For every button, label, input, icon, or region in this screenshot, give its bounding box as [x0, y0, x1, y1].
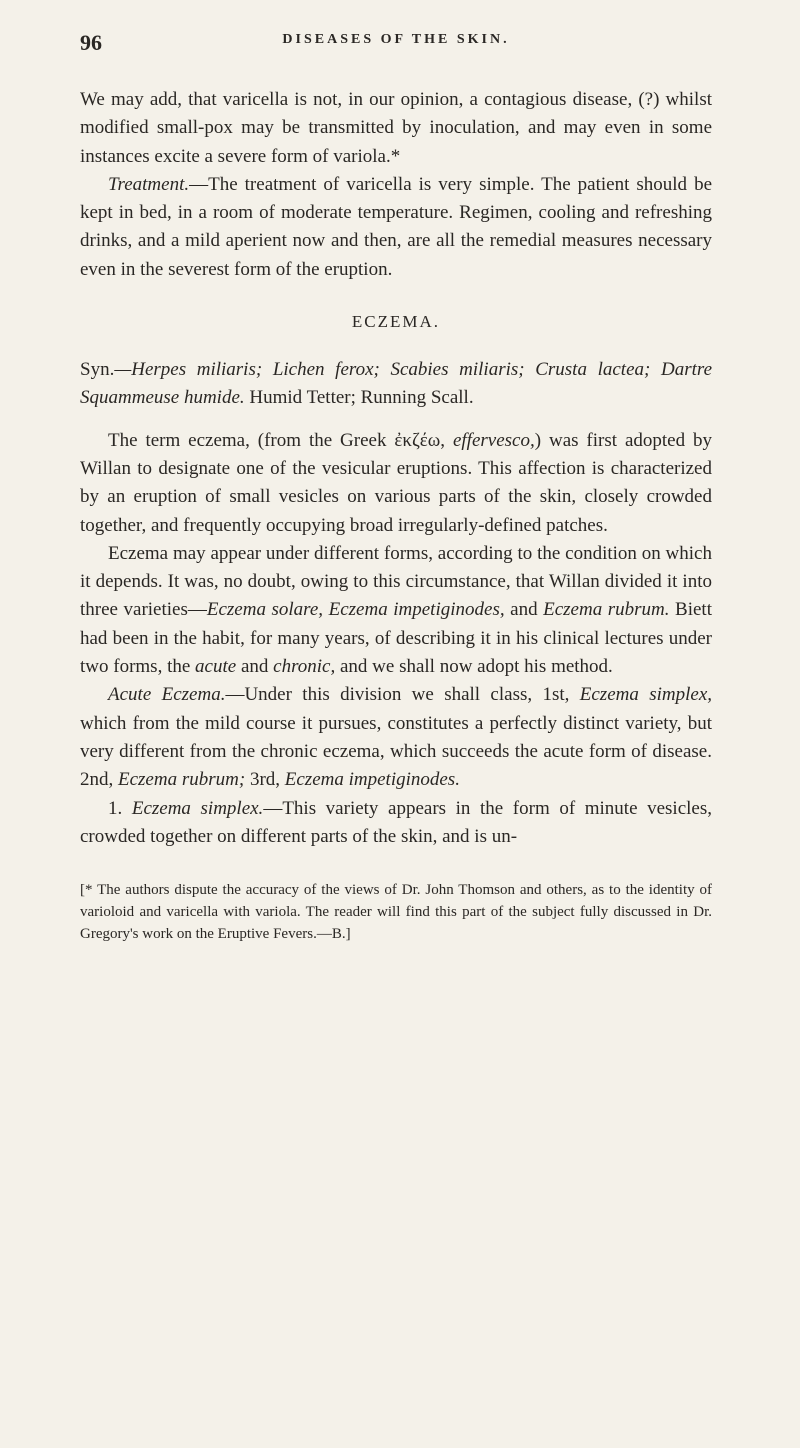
page-number: 96 [80, 30, 102, 55]
paragraph-forms [80, 540, 712, 681]
term-text-end: ) was first adopted by Willan to designate one of the vesicular eruptions. This affection is characterized by an eruption of small vesicles on various parts of the skin, closely crowded together, and frequently occupying broad irregularly-defined patches. [80, 429, 712, 536]
syn-plain: Humid Tetter; Running Scall. [244, 387, 474, 409]
paragraph-varicella: We may add, that varicella is not, in our opinion, a contagious disease, (?) whilst modified small-pox may be transmitted by inoculation, and may even in some instances excite a severe form of variola.* [80, 89, 712, 167]
forms-text-end: and we shall now adopt his method. [335, 656, 613, 678]
footnote: [* The authors dispute the accuracy of the views of Dr. John Thomson and others, as to the identity of varioloid and varicella with variola. The reader will find this part of the subject fully discussed in Dr. Gregory's work on the Eruptive Fevers.—B.] [80, 882, 712, 943]
paragraph-treatment [80, 171, 712, 284]
acute-simplex: Eczema simplex, [579, 684, 712, 706]
forms-text-start: Eczema may appear under different forms, according to the condition on which it depends. It was, no doubt, owing to this circumstance, that Willan divided it into three varieties— [80, 542, 712, 621]
variety-rubrum: Eczema rubrum. [543, 599, 670, 621]
acute-word: acute [195, 656, 237, 678]
chronic-word: chronic, [273, 656, 336, 678]
paragraph-acute-eczema [80, 681, 712, 794]
acute-text-3: 3rd, [245, 769, 285, 791]
acute-impetiginodes: Eczema impetiginodes. [284, 769, 460, 791]
running-title: DISEASES OF THE SKIN. [282, 32, 510, 47]
greek-word: ἐκζέω, [394, 429, 446, 451]
paragraph-term [80, 427, 712, 540]
variety-impetiginodes: Eczema impetiginodes, [328, 599, 505, 621]
treatment-text: —The treatment of varicella is very simple. The patient should be kept in bed, in a room of moderate temperature. Regimen, cooling and refreshing drinks, and a mild aperient now and then, are all the remedial measures necessary even in the severest form of the eruption. [80, 173, 712, 280]
treatment-label: Treatment. [108, 173, 190, 195]
term-text-start: The term eczema, (from the Greek [108, 429, 395, 451]
running-head [80, 0, 712, 56]
acute-text-2: which from the mild course it pursues, constitutes a perfectly distinct variety, but very different from the chronic eczema, which succeeds the acute form of disease. 2nd, [80, 712, 712, 791]
acute-rubrum: Eczema rubrum; [118, 769, 246, 791]
simplex-label: Eczema simplex. [131, 797, 264, 819]
syn-label: Syn. [80, 359, 115, 381]
paragraph-synonyms [80, 356, 712, 413]
acute-label: Acute Eczema. [108, 684, 226, 706]
and-word-2: and [236, 656, 274, 678]
simplex-text: —This variety appears in the form of minute vesicles, crowded together on different parts of the skin, and is un- [80, 797, 712, 847]
acute-text-1: —Under this division we shall class, 1st, [225, 684, 580, 706]
syn-italic: —Herpes miliaris; Lichen ferox; Scabies miliaris; Crusta lactea; Dartre Squammeuse humide. [80, 359, 712, 409]
paragraph-eczema-simplex [80, 795, 712, 852]
section-heading-eczema: ECZEMA. [351, 312, 441, 332]
simplex-number: 1. [108, 797, 132, 819]
and-word: and [504, 599, 544, 621]
variety-solare: Eczema solare, [206, 599, 324, 621]
forms-text-middle: Biett had been in the habit, for many years, of describing it in his clinical lectures under two forms, the [80, 599, 712, 678]
latin-word: effervesco, [452, 429, 535, 451]
